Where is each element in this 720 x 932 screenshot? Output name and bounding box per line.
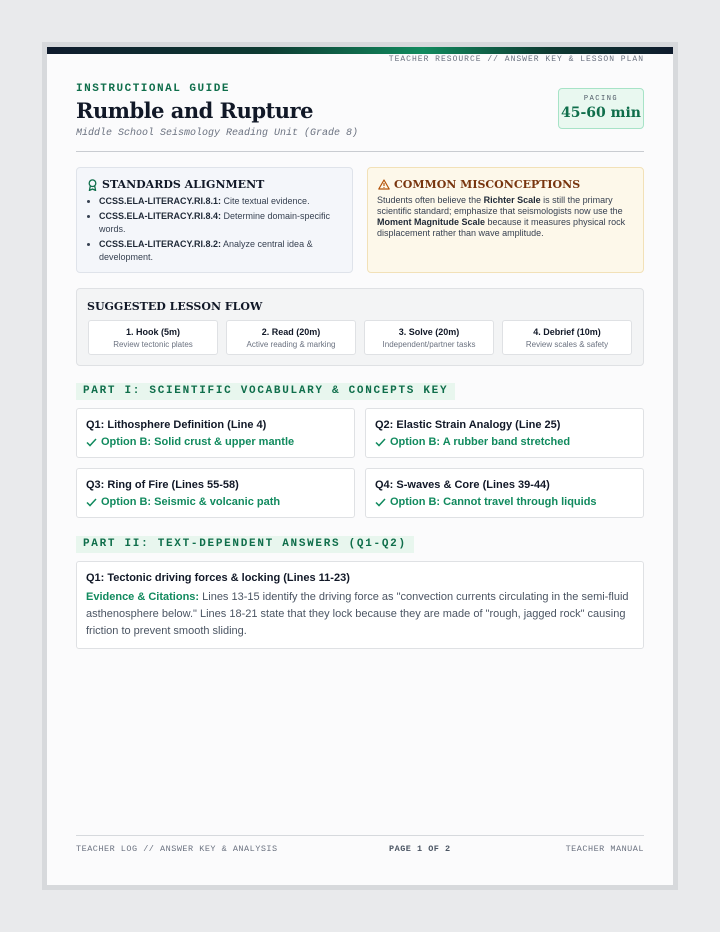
evidence-text: Lines 13-15 identify the driving force as "convection currents circulating in the semi-fluid asthenosphere below." Lines 18-21 state that they lock because they are made of "rough, jagged rock" causing friction to prevent smooth sliding. bbox=[86, 591, 629, 637]
pacing-label: PACING bbox=[583, 95, 619, 103]
misconceptions-heading-text: COMMON MISCONCEPTIONS bbox=[394, 178, 581, 191]
answer-question-title: Q1: Tectonic driving forces & locking (Lines 11-23) bbox=[86, 572, 350, 584]
question-card-q4 bbox=[365, 468, 644, 518]
pacing-badge bbox=[558, 88, 644, 129]
standard-text: Cite textual evidence. bbox=[221, 196, 310, 206]
checkmark-icon bbox=[86, 498, 97, 507]
standard-code: CCSS.ELA-LITERACY.RI.8.2: bbox=[99, 239, 222, 249]
page-subtitle: Middle School Seismology Reading Unit (Grade 8) bbox=[76, 128, 359, 139]
answer-text: Option B: Solid crust & upper mantle bbox=[101, 436, 295, 448]
lesson-step bbox=[226, 320, 356, 355]
misc-bold-term: Moment Magnitude Scale bbox=[377, 217, 486, 227]
question-title: Q1: Lithosphere Definition (Line 4) bbox=[86, 419, 267, 431]
page-title: Rumble and Rupture bbox=[76, 98, 313, 123]
misc-text-part: is still the primary scientific standard; emphasize that seismologists now use the bbox=[377, 195, 623, 216]
evidence-lead: Evidence & Citations: bbox=[86, 591, 200, 603]
header-divider bbox=[76, 151, 644, 152]
standard-text: Determine domain-specific words. bbox=[99, 211, 331, 234]
misconceptions-text bbox=[377, 195, 635, 239]
checkmark-icon bbox=[375, 498, 386, 507]
lesson-step bbox=[88, 320, 218, 355]
step-desc: Review tectonic plates bbox=[113, 340, 193, 349]
pacing-value: 45-60 min bbox=[561, 105, 641, 121]
question-card-q3 bbox=[76, 468, 355, 518]
eyebrow-label: INSTRUCTIONAL GUIDE bbox=[76, 83, 230, 95]
answer-text: Option B: A rubber band stretched bbox=[390, 436, 571, 448]
lesson-step bbox=[364, 320, 494, 355]
part2-label: PART II: TEXT-DEPENDENT ANSWERS (Q1-Q2) bbox=[76, 536, 414, 553]
top-gradient-bar bbox=[47, 47, 673, 54]
question-card-q2 bbox=[365, 408, 644, 458]
question-title: Q2: Elastic Strain Analogy (Line 25) bbox=[375, 419, 561, 431]
step-desc: Review scales & safety bbox=[525, 340, 609, 349]
question-answer bbox=[86, 436, 294, 448]
award-ribbon-icon bbox=[87, 179, 98, 191]
step-desc: Independent/partner tasks bbox=[382, 340, 476, 349]
warning-triangle-icon bbox=[378, 179, 390, 190]
checkmark-icon bbox=[375, 438, 386, 447]
lesson-flow-heading: SUGGESTED LESSON FLOW bbox=[87, 300, 263, 313]
standards-list bbox=[85, 195, 347, 266]
question-title: Q3: Ring of Fire (Lines 55-58) bbox=[86, 479, 239, 491]
lesson-steps bbox=[88, 320, 632, 355]
standard-code: CCSS.ELA-LITERACY.RI.8.1: bbox=[99, 196, 222, 206]
misc-text-part: because it measures physical rock displacement rather than wave amplitude. bbox=[377, 217, 626, 238]
step-title: 3. Solve (20m) bbox=[398, 327, 460, 337]
misc-bold-term: Richter Scale bbox=[483, 195, 541, 205]
footer-left: TEACHER LOG // ANSWER KEY & ANALYSIS bbox=[76, 844, 278, 854]
part1-label: PART I: SCIENTIFIC VOCABULARY & CONCEPTS KEY bbox=[76, 383, 455, 400]
list-item bbox=[85, 210, 347, 236]
answer-text: Option B: Cannot travel through liquids bbox=[390, 496, 597, 508]
footer-divider bbox=[76, 835, 644, 836]
standard-code: CCSS.ELA-LITERACY.RI.8.4: bbox=[99, 211, 222, 221]
answer-text: Option B: Seismic & volcanic path bbox=[101, 496, 281, 508]
misc-text-part: Students often believe the bbox=[377, 195, 484, 205]
question-answer bbox=[375, 496, 597, 508]
lesson-step bbox=[502, 320, 632, 355]
step-desc: Active reading & marking bbox=[246, 340, 336, 349]
step-title: 4. Debrief (10m) bbox=[533, 327, 601, 337]
answer-body bbox=[86, 589, 634, 640]
list-item bbox=[85, 238, 347, 264]
question-answer bbox=[375, 436, 570, 448]
question-card-q1 bbox=[76, 408, 355, 458]
question-answer bbox=[86, 496, 280, 508]
page-number: PAGE 1 OF 2 bbox=[389, 844, 451, 854]
question-title: Q4: S-waves & Core (Lines 39-44) bbox=[375, 479, 550, 491]
step-title: 1. Hook (5m) bbox=[125, 327, 180, 337]
text-dependent-answer-card bbox=[76, 561, 644, 649]
step-title: 2. Read (20m) bbox=[261, 327, 321, 337]
standard-text: Analyze central idea & development. bbox=[99, 239, 313, 262]
checkmark-icon bbox=[86, 438, 97, 447]
footer-right: TEACHER MANUAL bbox=[565, 844, 644, 854]
misconceptions-card bbox=[367, 167, 644, 273]
standards-heading bbox=[87, 178, 264, 191]
misconceptions-heading bbox=[378, 178, 580, 191]
list-item bbox=[85, 195, 347, 208]
standards-card bbox=[76, 167, 353, 273]
standards-heading-text: STANDARDS ALIGNMENT bbox=[102, 178, 265, 191]
document-page bbox=[47, 47, 673, 885]
top-tag: TEACHER RESOURCE // ANSWER KEY & LESSON PLAN bbox=[388, 55, 644, 64]
lesson-flow-card bbox=[76, 288, 644, 366]
